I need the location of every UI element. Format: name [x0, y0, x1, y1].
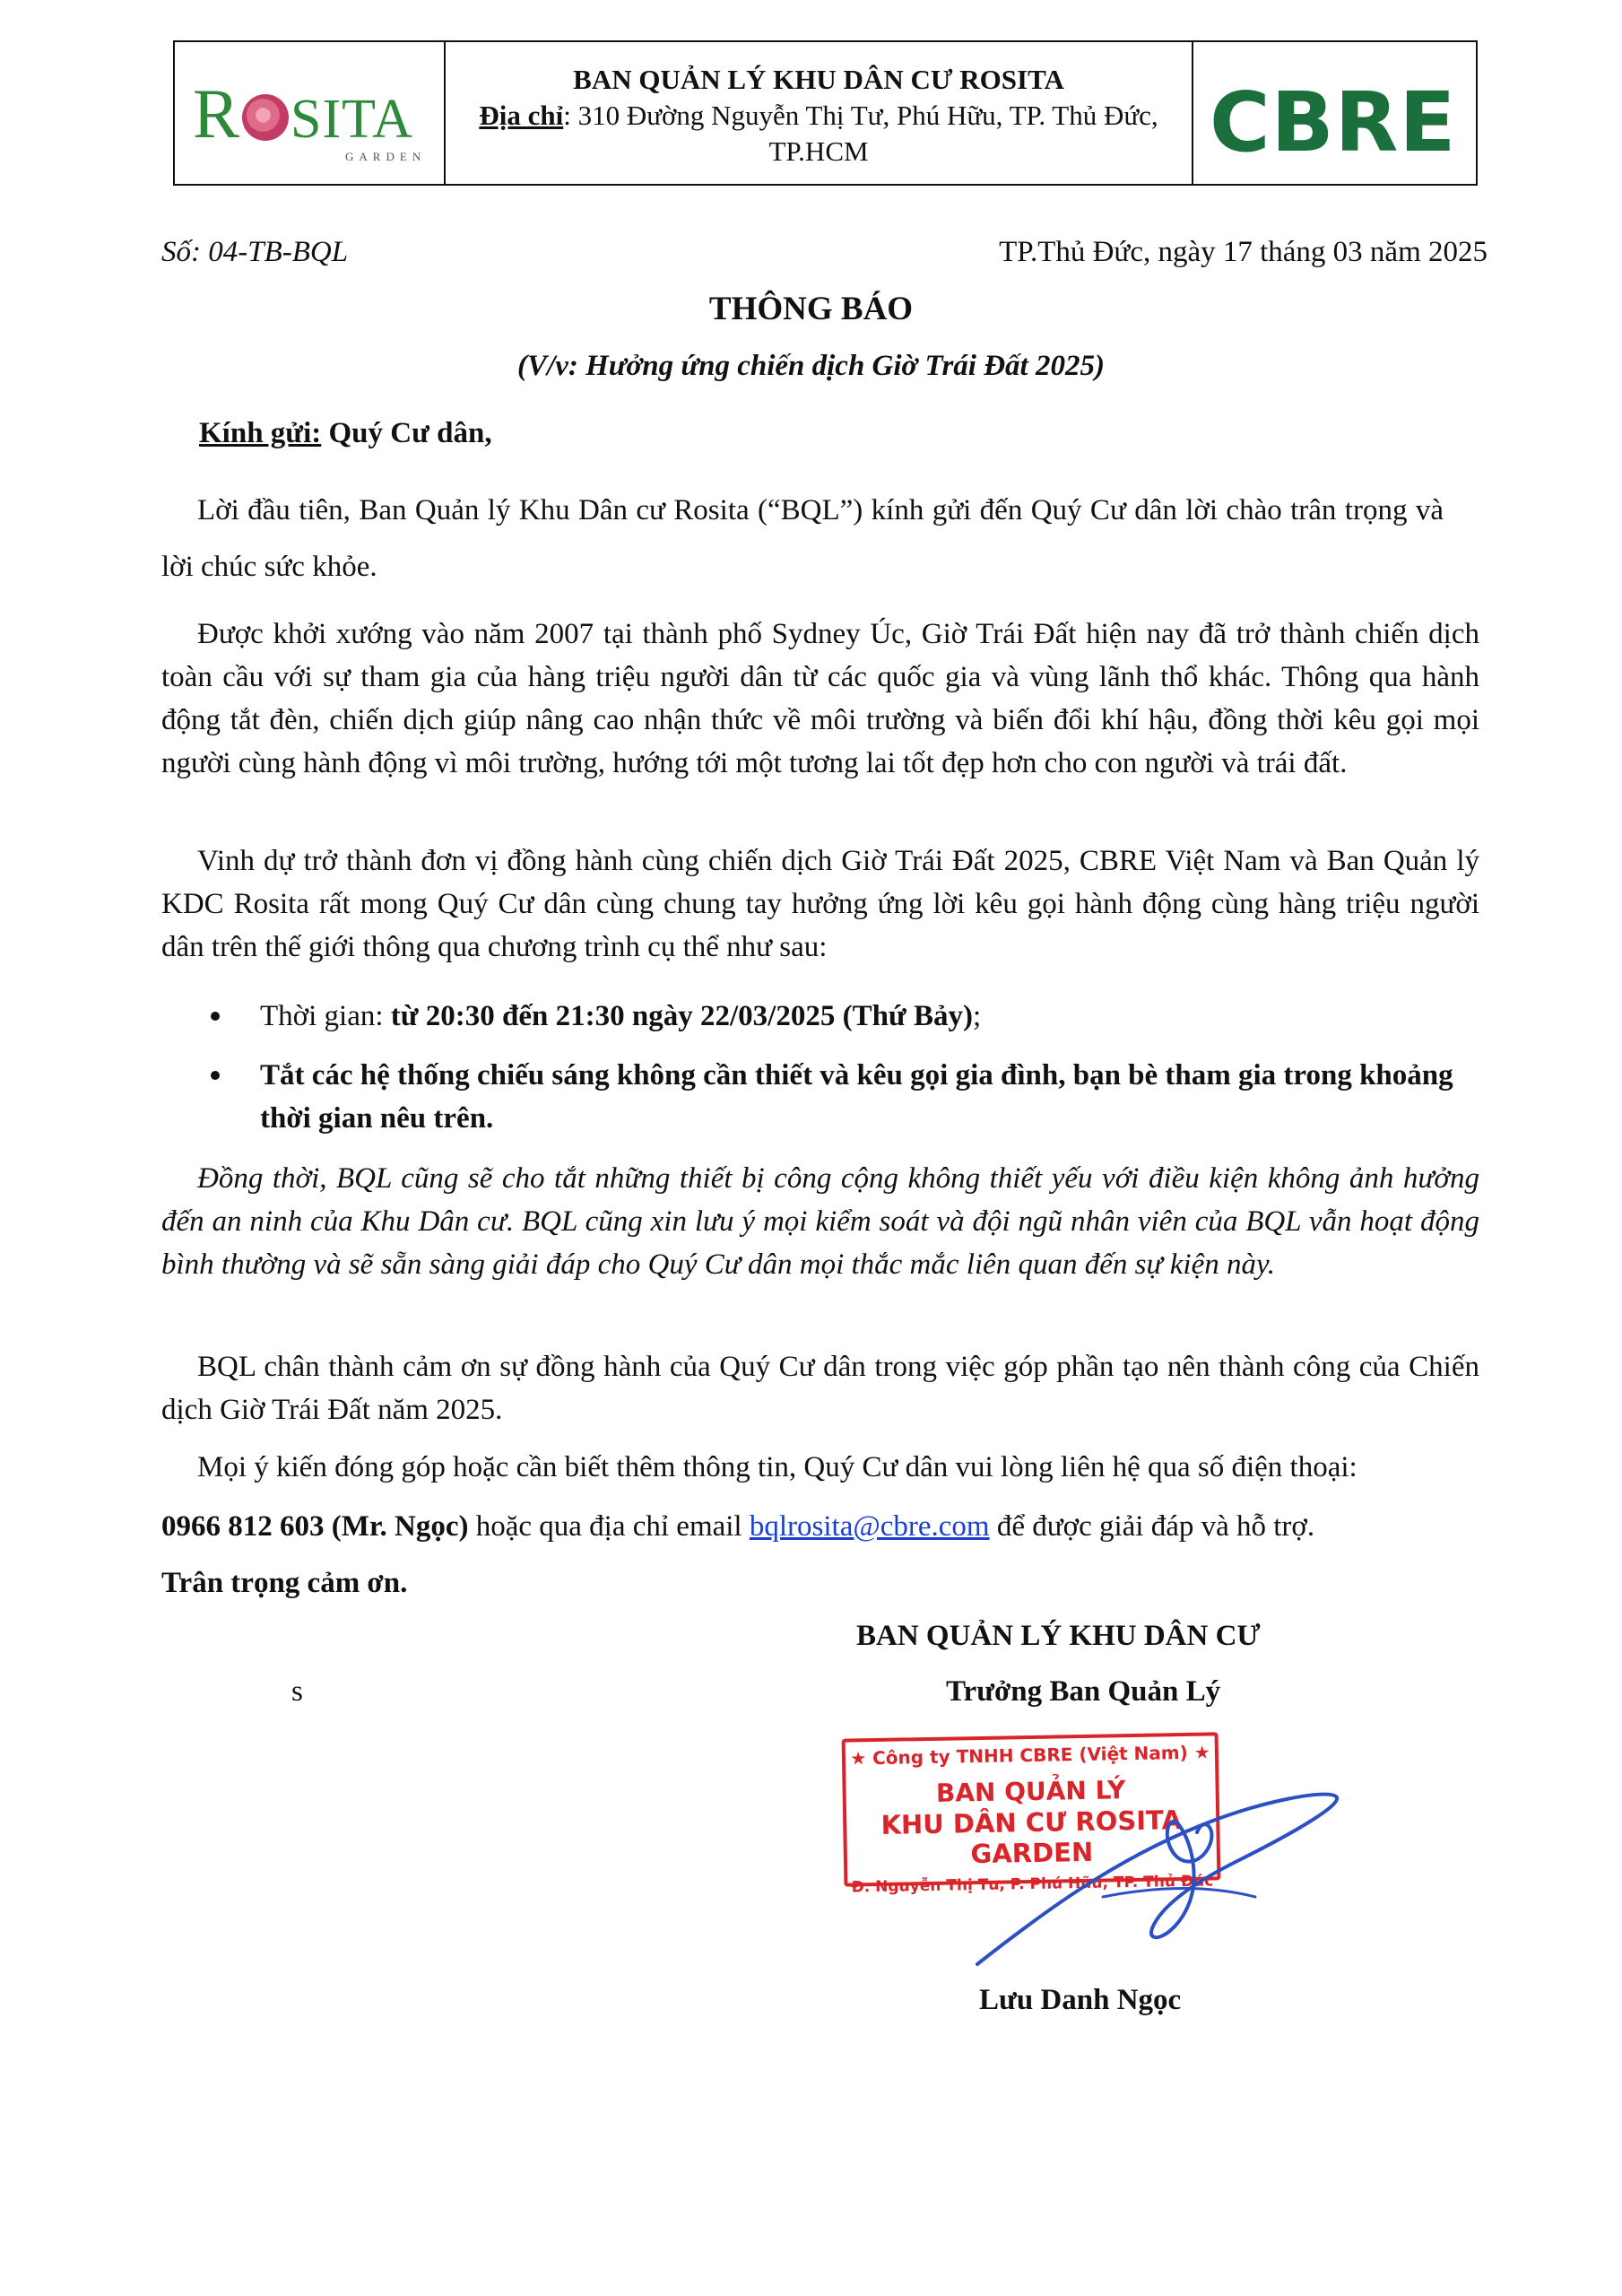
paragraph-intro: [161, 483, 1444, 596]
address-label: Địa chỉ: [479, 100, 564, 131]
address-text: : 310 Đường Nguyễn Thị Tư, Phú Hữu, TP. Thủ Đức,: [563, 100, 1158, 131]
bullet-time: [260, 995, 1488, 1038]
paragraph-equipment-text: Đồng thời, BQL cũng sẽ cho tắt những thiết bị công cộng không thiết yếu với điều kiện không ảnh hưởng đến an ninh của Khu Dân cư. BQL cũng xin lưu ý mọi kiểm soát và đội ngũ nhân viên của BQL vẫn hoạt động bình thường và sẽ sẵn sàng giải đáp cho Quý Cư dân mọi thắc mắc liên quan đến sự kiện này.: [161, 1162, 1479, 1281]
bullet-icon: [211, 1012, 220, 1021]
stamp-line3: KHU DÂN CƯ ROSITA GARDEN: [880, 1805, 1183, 1870]
stamp-line2: BAN QUẢN LÝ: [935, 1775, 1126, 1808]
bullet-action: [260, 1054, 1488, 1140]
doc-title: THÔNG BÁO: [708, 291, 914, 327]
greeting: [199, 412, 492, 455]
bullet-action-text: Tắt các hệ thống chiếu sáng không cần thiết và kêu gọi gia đình, bạn bè tham gia trong khoảng thời gian nêu trên.: [260, 1059, 1453, 1135]
paragraph-background-text: Được khởi xướng vào năm 2007 tại thành phố Sydney Úc, Giờ Trái Đất hiện nay đã trở thành chiến dịch toàn cầu với sự tham gia của hàng triệu người dân từ các quốc gia và vùng lãnh thổ khác. Thông qua hành động tắt đèn, chiến dịch giúp nâng cao nhận thức về môi trường và biến đổi khí hậu, đồng thời kêu gọi mọi người cùng hành động vì môi trường, hướng tới một tương lai tốt đẹp hơn cho con người và trái đất.: [161, 618, 1479, 779]
paragraph-contact-text: Mọi ý kiến đóng góp hoặc cần biết thêm thông tin, Quý Cư dân vui lòng liên hệ qua số điện thoại:: [197, 1451, 1357, 1483]
letterhead-info: [446, 42, 1192, 184]
greeting-to: Quý Cư dân,: [321, 417, 492, 449]
email-suffix: để được giải đáp và hỗ trợ.: [989, 1510, 1315, 1543]
handwritten-signature: [968, 1753, 1345, 1978]
rosita-logo-cell: [175, 42, 446, 184]
contact-phone: 0966 812 603 (Mr. Ngọc): [161, 1510, 469, 1543]
email-prefix: hoặc qua địa chỉ email: [468, 1510, 750, 1543]
contact-line: [161, 1505, 1314, 1548]
paragraph-thanks: [161, 1345, 1479, 1431]
paragraph-equipment: [161, 1157, 1479, 1286]
bullet-icon: [211, 1071, 220, 1080]
paragraph-program-text: Vinh dự trở thành đơn vị đồng hành cùng chiến dịch Giờ Trái Đất 2025, CBRE Việt Nam và Ban Quản lý KDC Rosita rất mong Quý Cư dân cùng chung tay hưởng ứng lời kêu gọi hành động cùng hàng triệu người dân trên thế giới thông qua chương trình cụ thể như sau:: [161, 845, 1479, 963]
paragraph-intro-text: Lời đầu tiên, Ban Quản lý Khu Dân cư Rosita (“BQL”) kính gửi đến Quý Cư dân lời chào trân trọng và lời chúc sức khỏe.: [161, 494, 1444, 583]
paragraph-program: [161, 839, 1479, 969]
bullet-time-label: Thời gian:: [260, 1000, 391, 1032]
closing: Trân trọng cảm ơn.: [161, 1567, 408, 1599]
doc-number: Số: 04-TB-BQL: [161, 236, 349, 268]
sign-name: Lưu Danh Ngọc: [979, 1984, 1182, 2016]
rose-icon: [242, 94, 289, 141]
stamp-line4: Đ. Nguyễn Thị Tư, P. Phú Hữu, TP. Thủ Đức: [851, 1872, 1214, 1897]
email-link[interactable]: bqlrosita@cbre.com: [749, 1510, 990, 1543]
cbre-logo-cell: [1192, 42, 1476, 184]
bullet-time-end: ;: [973, 1000, 982, 1032]
doc-place-date: TP.Thủ Đức, ngày 17 tháng 03 năm 2025: [999, 236, 1488, 268]
stray-text: s: [291, 1675, 303, 1708]
org-address: [446, 98, 1192, 134]
rosita-logo: R SITA: [193, 74, 413, 152]
greeting-label: Kính gửi:: [199, 417, 322, 449]
sign-org: BAN QUẢN LÝ KHU DÂN CƯ: [856, 1620, 1261, 1652]
paragraph-background: [161, 613, 1479, 785]
cbre-logo: CBRE: [1210, 74, 1457, 170]
rosita-logo-sub: GARDEN: [345, 150, 427, 163]
stamp-line1: ★ Công ty TNHH CBRE (Việt Nam) ★: [850, 1741, 1210, 1770]
sign-title: Trưởng Ban Quản Lý: [946, 1675, 1221, 1708]
letterhead: [173, 40, 1478, 186]
address-city: TP.HCM: [768, 135, 869, 167]
paragraph-thanks-text: BQL chân thành cảm ơn sự đồng hành của Quý Cư dân trong việc góp phần tạo nên thành công của Chiến dịch Giờ Trái Đất năm 2025.: [161, 1351, 1479, 1426]
org-name: BAN QUẢN LÝ KHU DÂN CƯ ROSITA: [573, 64, 1064, 95]
doc-subject: (V/v: Hưởng ứng chiến dịch Giờ Trái Đất 2025): [517, 350, 1105, 382]
paragraph-contact: [161, 1446, 1479, 1489]
bullet-time-value: từ 20:30 đến 21:30 ngày 22/03/2025 (Thứ Bảy): [390, 1000, 973, 1032]
